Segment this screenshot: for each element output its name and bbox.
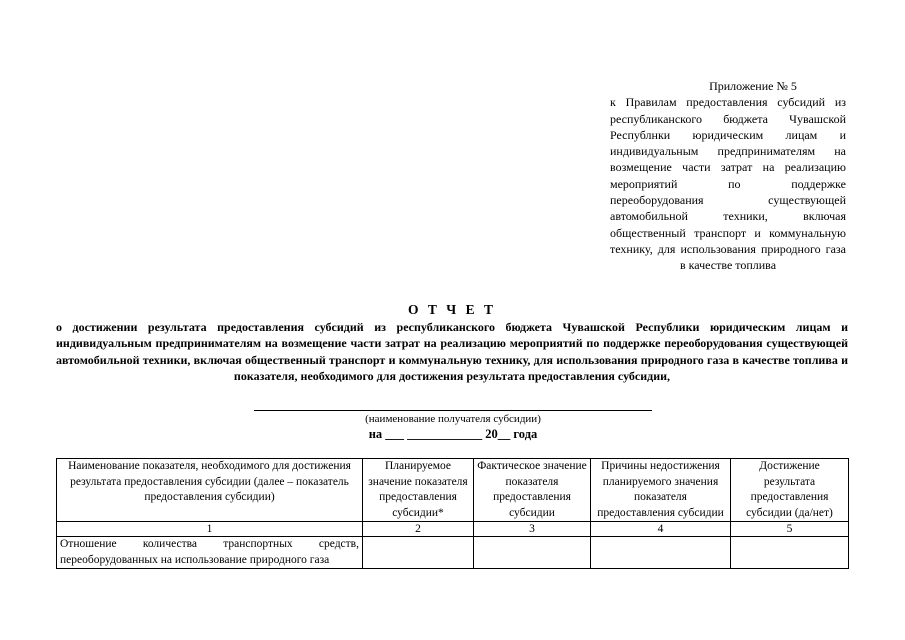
column-number: 2 xyxy=(363,522,474,537)
report-title: О Т Ч Е Т xyxy=(408,302,496,317)
achievement-cell[interactable] xyxy=(731,537,849,569)
header-reasons: Причины недостижения планируемого значения показателя предоставления субсидии xyxy=(591,459,731,522)
appendix-text: к Правилам предоставления субсидий из республиканского бюджета Чувашской Республнки юридическим лицам и индивидуальным предпринимателям на возмещение части затрат на реализацию мероприятий по поддержке переоборудования существующей автомобильной техники, включая общественный транспорт и коммунальную технику, для использования природного газа в качестве топлива xyxy=(610,95,846,273)
report-period: на ___ ____________ 20__ года xyxy=(368,427,538,441)
appendix-title: Приложение № 5 xyxy=(709,79,797,93)
table-header-row xyxy=(57,459,849,522)
reasons-cell[interactable] xyxy=(591,537,731,569)
report-heading xyxy=(56,302,848,384)
actual-value-cell[interactable] xyxy=(474,537,591,569)
planned-value-cell[interactable] xyxy=(363,537,474,569)
header-achievement: Достижение результата предоставления субсидии (да/нет) xyxy=(731,459,849,522)
header-indicator-name: Наименование показателя, необходимого для достижения результата предоставления субсидии (далее – показатель предоставления субсидии) xyxy=(57,459,363,522)
report-table xyxy=(56,458,849,569)
table-row xyxy=(57,537,849,569)
report-subtitle: о достижении результата предоставления субсидий из республиканского бюджета Чувашской Республики юридическим лицам и индивидуальным предпринимателям на возмещение части затрат на реализацию мероприятий по поддержке переоборудования существующей автомобильной техники, включая общественный транспорт и коммунальную технику, для использования природного газа в качестве топлива и показателя, необходимого для достижения результата предоставления субсидии, xyxy=(56,320,848,383)
column-number: 1 xyxy=(57,522,363,537)
column-number: 5 xyxy=(731,522,849,537)
column-number: 4 xyxy=(591,522,731,537)
indicator-name-cell: Отношение количества транспортных средств, переоборудованных на использование природного газа xyxy=(57,537,363,569)
recipient-caption: (наименование получателя субсидии) xyxy=(254,410,652,425)
column-number: 3 xyxy=(474,522,591,537)
header-actual-value: Фактическое значение показателя предоставления субсидии xyxy=(474,459,591,522)
table-number-row xyxy=(57,522,849,537)
header-planned-value: Планируемое значение показателя предоставления субсидии* xyxy=(363,459,474,522)
appendix-block xyxy=(610,78,846,274)
